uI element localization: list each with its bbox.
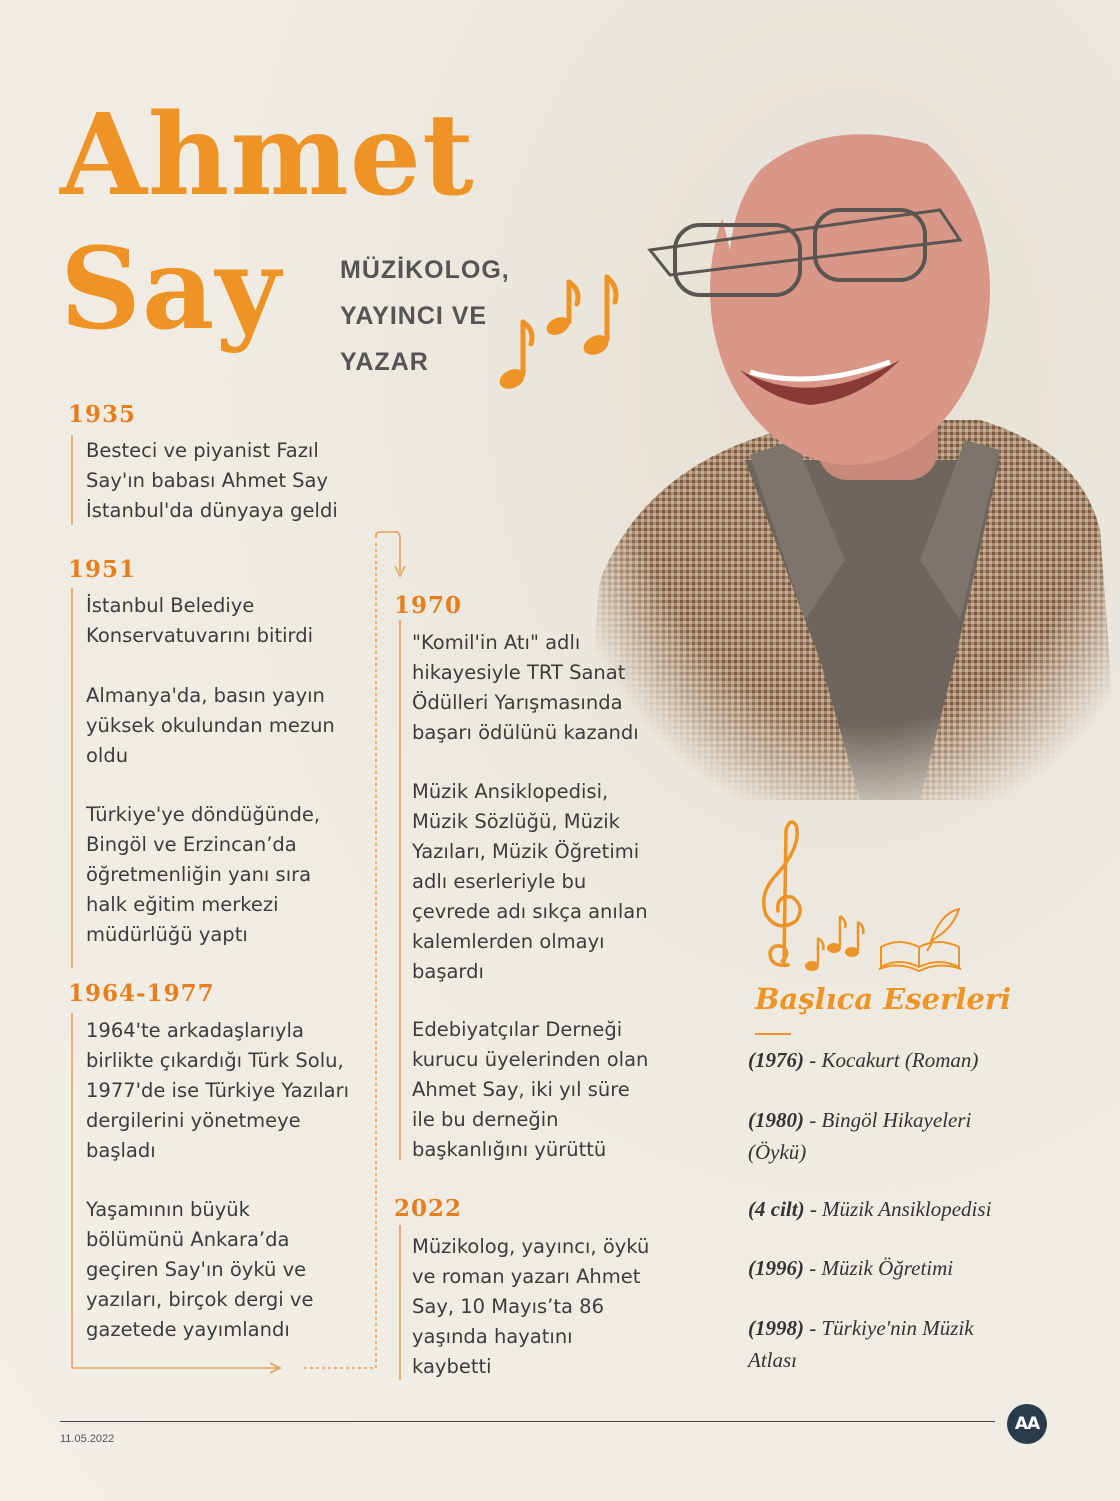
work-item (748, 1252, 1048, 1284)
subtitle-line: YAZAR (340, 348, 429, 376)
event-text: Müzikolog, yayıncı, öykü ve roman yazarı Ahmet Say, 10 Mayıs’ta 86 yaşında hayatını kaybetti (412, 1235, 650, 1378)
work-item (748, 1044, 1048, 1076)
work-year: (1998) (748, 1316, 804, 1340)
work-name: - Bingöl Hikayeleri (Öykü) (748, 1108, 972, 1164)
works-title: Başlıca Eserleri (755, 982, 1012, 1016)
work-year: (1996) (748, 1256, 804, 1280)
event-text: Edebiyatçılar Derneği kurucu üyelerinden olan Ahmet Say, iki yıl süre ile bu derneğin başkanlığını yürüttü (412, 1018, 649, 1161)
event-text: "Komil'in Atı" adlı hikayesiyle TRT Sanat Ödülleri Yarışmasında başarı ödülünü kazandı (412, 631, 639, 744)
event-text: İstanbul Belediye Konservatuvarını bitirdi (86, 594, 314, 647)
book-quill-icon (875, 905, 965, 977)
year-1935: 1935 (68, 401, 137, 428)
event-text: 1964'te arkadaşlarıyla birlikte çıkardığı Türk Solu, 1977'de ise Türkiye Yazıları dergilerini yönetmeye başladı (86, 1019, 350, 1162)
work-name: - Müzik Öğretimi (804, 1256, 954, 1280)
work-item (748, 1104, 1008, 1168)
work-name: - Türkiye'nin Müzik Atlası (748, 1316, 974, 1372)
music-note-icon (800, 908, 870, 978)
year-2022: 2022 (394, 1195, 463, 1222)
subtitle-line: MÜZİKOLOG, (340, 256, 510, 284)
work-year: (1976) (748, 1048, 804, 1072)
work-item (748, 1312, 1013, 1376)
footer-date: 11.05.2022 (60, 1433, 115, 1445)
event-text: Yaşamının büyük bölümünü Ankara’da geçiren Say'ın öykü ve yazıları, birçok dergi ve gazetede yayımlandı (86, 1198, 314, 1341)
work-year: (4 cilt) (748, 1197, 805, 1221)
event-text: Besteci ve piyanist Fazıl Say'ın babası Ahmet Say İstanbul'da dünyaya geldi (86, 439, 338, 522)
year-1970: 1970 (394, 592, 463, 619)
footer-rule (60, 1421, 995, 1422)
logo-text: AA (1014, 1414, 1040, 1434)
subtitle-line: YAYINCI VE (340, 302, 488, 330)
event-text: Türkiye'ye döndüğünde, Bingöl ve Erzincan’da öğretmenliğin yanı sıra halk eğitim merkezi müdürlüğü yaptı (86, 803, 321, 946)
work-item (748, 1193, 1068, 1225)
works-title-rule (755, 1033, 791, 1035)
year-1964-1977: 1964-1977 (68, 980, 215, 1007)
work-name: - Kocakurt (Roman) (804, 1048, 979, 1072)
title-last-name: Say (60, 224, 282, 355)
aa-logo (1007, 1404, 1047, 1444)
event-text: Müzik Ansiklopedisi, Müzik Sözlüğü, Müzik Yazıları, Müzik Öğretimi adlı eserleriyle bu çevrede adı sıkça anılan kalemlerden olmayı başardı (412, 780, 648, 983)
title-first-name: Ahmet (60, 90, 475, 221)
year-1951: 1951 (68, 556, 137, 583)
work-name: - Müzik Ansiklopedisi (804, 1197, 992, 1221)
event-text: Almanya'da, basın yayın yüksek okulundan mezun oldu (86, 684, 335, 767)
work-year: (1980) (748, 1108, 804, 1132)
music-notes-icon (485, 262, 635, 402)
